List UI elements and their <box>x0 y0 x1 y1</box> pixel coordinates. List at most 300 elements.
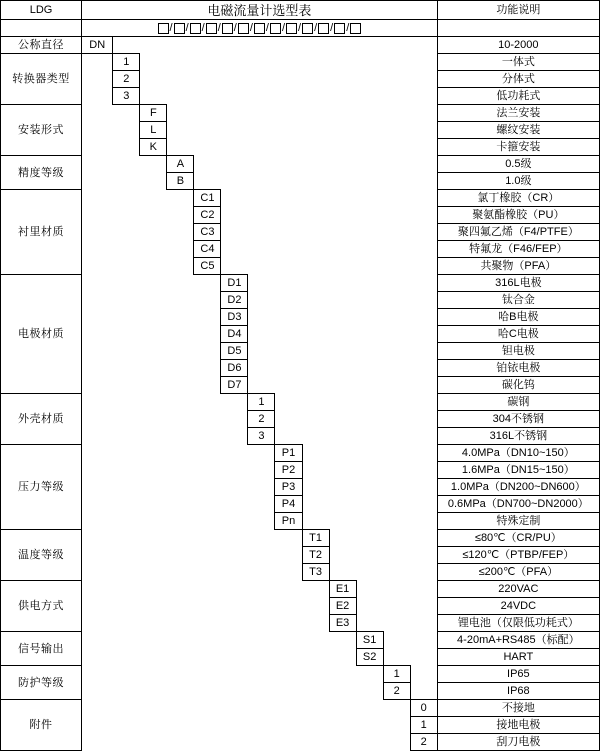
empty-cell <box>275 241 302 258</box>
empty-cell <box>113 241 140 258</box>
option-code[interactable]: 1 <box>410 717 437 734</box>
empty-cell <box>356 71 383 88</box>
empty-cell <box>248 241 275 258</box>
empty-cell <box>329 445 356 462</box>
option-code[interactable]: E3 <box>329 615 356 632</box>
empty-cell <box>140 258 167 275</box>
empty-cell <box>140 547 167 564</box>
empty-cell <box>383 37 410 54</box>
empty-cell <box>275 292 302 309</box>
empty-cell <box>410 360 437 377</box>
empty-cell <box>113 700 140 717</box>
category-label: 精度等级 <box>1 156 82 190</box>
code-box[interactable] <box>238 23 249 34</box>
empty-cell <box>194 547 221 564</box>
empty-cell <box>194 445 221 462</box>
option-description: 一体式 <box>437 54 599 71</box>
empty-cell <box>302 275 329 292</box>
table-row <box>1 700 600 717</box>
option-description: 接地电极 <box>437 717 599 734</box>
empty-cell <box>329 734 356 751</box>
empty-cell <box>329 139 356 156</box>
empty-cell <box>383 88 410 105</box>
empty-cell <box>275 683 302 700</box>
option-code[interactable]: 2 <box>113 71 140 88</box>
empty-cell <box>167 581 194 598</box>
option-description: 聚四氟乙烯（F4/PTFE） <box>437 224 599 241</box>
empty-cell <box>410 173 437 190</box>
option-code[interactable]: E1 <box>329 581 356 598</box>
empty-cell <box>248 564 275 581</box>
option-code[interactable]: 0 <box>410 700 437 717</box>
empty-cell <box>302 683 329 700</box>
option-code[interactable]: C3 <box>194 224 221 241</box>
empty-cell <box>383 615 410 632</box>
empty-cell <box>329 343 356 360</box>
empty-cell <box>410 71 437 88</box>
empty-cell <box>275 666 302 683</box>
option-code[interactable]: B <box>167 173 194 190</box>
option-code[interactable]: 1 <box>248 394 275 411</box>
empty-cell <box>221 173 248 190</box>
table-row <box>1 360 600 377</box>
option-code[interactable]: C5 <box>194 258 221 275</box>
empty-cell <box>329 700 356 717</box>
empty-cell <box>167 343 194 360</box>
category-label: 压力等级 <box>1 445 82 530</box>
empty-cell <box>275 275 302 292</box>
slash-separator: / <box>265 22 269 35</box>
code-box[interactable] <box>318 23 329 34</box>
empty-cell <box>383 71 410 88</box>
empty-cell <box>383 275 410 292</box>
empty-cell <box>302 649 329 666</box>
empty-cell <box>275 547 302 564</box>
empty-cell <box>140 224 167 241</box>
empty-cell <box>410 241 437 258</box>
table-row <box>1 445 600 462</box>
empty-cell <box>167 530 194 547</box>
empty-cell <box>167 71 194 88</box>
empty-cell <box>140 54 167 71</box>
option-code[interactable]: L <box>140 122 167 139</box>
code-box[interactable] <box>334 23 345 34</box>
empty-cell <box>113 326 140 343</box>
empty-cell <box>113 173 140 190</box>
empty-cell <box>383 462 410 479</box>
empty-cell <box>356 462 383 479</box>
empty-cell <box>356 122 383 139</box>
option-code[interactable]: C4 <box>194 241 221 258</box>
empty-cell <box>329 258 356 275</box>
option-code[interactable]: C2 <box>194 207 221 224</box>
option-code[interactable]: D3 <box>221 309 248 326</box>
empty-cell <box>194 496 221 513</box>
table-row <box>1 309 600 326</box>
empty-cell <box>221 139 248 156</box>
empty-cell <box>275 122 302 139</box>
empty-cell <box>113 394 140 411</box>
empty-cell <box>194 309 221 326</box>
empty-cell <box>248 207 275 224</box>
code-box[interactable] <box>254 23 265 34</box>
empty-cell <box>221 547 248 564</box>
option-code[interactable]: E2 <box>329 598 356 615</box>
empty-cell <box>275 734 302 751</box>
empty-cell <box>113 139 140 156</box>
empty-cell <box>302 190 329 207</box>
empty-cell <box>167 139 194 156</box>
option-description: 碳化钨 <box>437 377 599 394</box>
empty-cell <box>302 37 329 54</box>
empty-cell <box>194 598 221 615</box>
empty-cell <box>167 394 194 411</box>
category-label: 安装形式 <box>1 105 82 156</box>
empty-cell <box>302 479 329 496</box>
option-description: 聚氨酯橡胶（PU） <box>437 207 599 224</box>
empty-cell <box>410 122 437 139</box>
empty-cell <box>329 462 356 479</box>
empty-cell <box>113 190 140 207</box>
empty-cell <box>167 275 194 292</box>
empty-cell <box>140 615 167 632</box>
empty-cell <box>194 530 221 547</box>
code-box[interactable] <box>286 23 297 34</box>
empty-cell <box>194 683 221 700</box>
empty-cell <box>140 700 167 717</box>
empty-cell <box>113 581 140 598</box>
empty-cell <box>194 71 221 88</box>
empty-cell <box>194 479 221 496</box>
empty-cell <box>248 258 275 275</box>
empty-cell <box>410 139 437 156</box>
empty-cell <box>194 360 221 377</box>
code-box[interactable] <box>158 23 169 34</box>
empty-cell <box>248 275 275 292</box>
option-code[interactable]: D2 <box>221 292 248 309</box>
empty-cell <box>113 598 140 615</box>
empty-cell <box>140 360 167 377</box>
empty-cell <box>356 275 383 292</box>
empty-cell <box>248 530 275 547</box>
empty-cell <box>167 700 194 717</box>
empty-cell <box>275 207 302 224</box>
placeholder-spacer <box>1 20 82 37</box>
empty-cell <box>329 411 356 428</box>
empty-cell <box>248 547 275 564</box>
empty-cell <box>113 632 140 649</box>
empty-cell <box>194 173 221 190</box>
empty-cell <box>221 37 248 54</box>
empty-cell <box>194 275 221 292</box>
option-description: 哈B电极 <box>437 309 599 326</box>
option-code[interactable]: DN <box>82 37 113 54</box>
empty-cell <box>329 649 356 666</box>
empty-cell <box>383 156 410 173</box>
empty-cell <box>194 326 221 343</box>
option-code[interactable]: D5 <box>221 343 248 360</box>
empty-cell <box>356 258 383 275</box>
empty-cell <box>383 122 410 139</box>
empty-cell <box>221 71 248 88</box>
empty-cell <box>410 428 437 445</box>
option-code[interactable]: 2 <box>248 411 275 428</box>
option-description: 锂电池（仅限低功耗式） <box>437 615 599 632</box>
table-row <box>1 139 600 156</box>
empty-cell <box>302 445 329 462</box>
empty-cell <box>194 700 221 717</box>
empty-cell <box>194 462 221 479</box>
empty-cell <box>410 105 437 122</box>
empty-cell <box>221 700 248 717</box>
option-code[interactable]: A <box>167 156 194 173</box>
empty-cell <box>329 156 356 173</box>
empty-cell <box>410 343 437 360</box>
empty-cell <box>356 666 383 683</box>
empty-cell <box>113 496 140 513</box>
empty-cell <box>113 122 140 139</box>
empty-cell <box>356 564 383 581</box>
category-label: 外壳材质 <box>1 394 82 445</box>
empty-cell <box>356 394 383 411</box>
empty-cell <box>275 343 302 360</box>
empty-cell <box>302 71 329 88</box>
empty-cell <box>383 411 410 428</box>
code-box[interactable] <box>174 23 185 34</box>
empty-cell <box>410 479 437 496</box>
empty-cell <box>356 445 383 462</box>
empty-cell <box>248 309 275 326</box>
empty-cell <box>302 377 329 394</box>
empty-cell <box>410 224 437 241</box>
empty-cell <box>383 207 410 224</box>
code-box[interactable] <box>206 23 217 34</box>
empty-cell <box>275 309 302 326</box>
option-code[interactable]: C1 <box>194 190 221 207</box>
option-description: 刮刀电极 <box>437 734 599 751</box>
empty-cell <box>248 496 275 513</box>
option-description: 0.6MPa（DN700~DN2000） <box>437 496 599 513</box>
empty-cell <box>410 462 437 479</box>
option-description: 316L不锈钢 <box>437 428 599 445</box>
empty-cell <box>275 37 302 54</box>
empty-cell <box>82 428 113 445</box>
option-code[interactable]: P3 <box>275 479 302 496</box>
empty-cell <box>302 428 329 445</box>
table-row <box>1 683 600 700</box>
empty-cell <box>383 428 410 445</box>
category-label: 电极材质 <box>1 275 82 394</box>
table-row <box>1 632 600 649</box>
empty-cell <box>221 717 248 734</box>
empty-cell <box>302 700 329 717</box>
option-code[interactable]: D7 <box>221 377 248 394</box>
empty-cell <box>82 734 113 751</box>
empty-cell <box>410 207 437 224</box>
empty-cell <box>248 54 275 71</box>
empty-cell <box>356 496 383 513</box>
empty-cell <box>329 54 356 71</box>
empty-cell <box>356 139 383 156</box>
empty-cell <box>383 564 410 581</box>
empty-cell <box>140 632 167 649</box>
empty-cell <box>167 241 194 258</box>
option-code[interactable]: Pn <box>275 513 302 530</box>
option-code[interactable]: P4 <box>275 496 302 513</box>
empty-cell <box>194 428 221 445</box>
option-code[interactable]: 1 <box>113 54 140 71</box>
option-code[interactable]: 2 <box>410 734 437 751</box>
empty-cell <box>356 88 383 105</box>
table-title <box>82 1 438 20</box>
option-code[interactable]: P2 <box>275 462 302 479</box>
empty-cell <box>167 411 194 428</box>
table-row <box>1 37 600 54</box>
option-code[interactable]: S1 <box>356 632 383 649</box>
option-code[interactable]: D6 <box>221 360 248 377</box>
empty-cell <box>194 54 221 71</box>
empty-cell <box>194 156 221 173</box>
empty-cell <box>248 700 275 717</box>
empty-cell <box>302 122 329 139</box>
empty-cell <box>275 258 302 275</box>
code-placeholder-row <box>1 20 600 37</box>
option-description: 钽电极 <box>437 343 599 360</box>
empty-cell <box>329 275 356 292</box>
option-code[interactable]: 2 <box>383 683 410 700</box>
table-row <box>1 377 600 394</box>
empty-cell <box>302 343 329 360</box>
code-box[interactable] <box>270 23 281 34</box>
empty-cell <box>82 530 113 547</box>
option-description: 分体式 <box>437 71 599 88</box>
empty-cell <box>248 88 275 105</box>
function-title: 功能说明 <box>437 1 599 20</box>
option-code[interactable]: S2 <box>356 649 383 666</box>
empty-cell <box>383 734 410 751</box>
option-code[interactable]: 1 <box>383 666 410 683</box>
code-box[interactable] <box>222 23 233 34</box>
empty-cell <box>275 394 302 411</box>
table-row <box>1 343 600 360</box>
empty-cell <box>113 649 140 666</box>
option-code[interactable]: K <box>140 139 167 156</box>
empty-cell <box>167 649 194 666</box>
empty-cell <box>140 343 167 360</box>
empty-cell <box>140 411 167 428</box>
empty-cell <box>248 462 275 479</box>
empty-cell <box>140 717 167 734</box>
empty-cell <box>221 54 248 71</box>
code-box[interactable] <box>302 23 313 34</box>
empty-cell <box>275 700 302 717</box>
category-label: 附件 <box>1 700 82 751</box>
empty-cell <box>410 615 437 632</box>
empty-cell <box>329 377 356 394</box>
option-code[interactable]: D1 <box>221 275 248 292</box>
option-code[interactable]: 3 <box>248 428 275 445</box>
empty-cell <box>140 241 167 258</box>
empty-cell <box>302 258 329 275</box>
option-description: 铂铱电极 <box>437 360 599 377</box>
table-row <box>1 428 600 445</box>
slash-separator: / <box>233 22 237 35</box>
code-box[interactable] <box>190 23 201 34</box>
option-description: 1.0MPa（DN200~DN600） <box>437 479 599 496</box>
empty-cell <box>356 54 383 71</box>
empty-cell <box>194 632 221 649</box>
empty-cell <box>383 649 410 666</box>
empty-cell <box>383 445 410 462</box>
empty-cell <box>383 309 410 326</box>
option-code[interactable]: F <box>140 105 167 122</box>
empty-cell <box>113 428 140 445</box>
option-code[interactable]: T2 <box>302 547 329 564</box>
empty-cell <box>356 530 383 547</box>
empty-cell <box>167 496 194 513</box>
empty-cell <box>140 309 167 326</box>
empty-cell <box>302 309 329 326</box>
empty-cell <box>82 326 113 343</box>
empty-cell <box>221 241 248 258</box>
empty-cell <box>275 173 302 190</box>
table-row <box>1 394 600 411</box>
empty-cell <box>410 411 437 428</box>
empty-cell <box>302 598 329 615</box>
empty-cell <box>275 530 302 547</box>
empty-cell <box>194 666 221 683</box>
code-box[interactable] <box>350 23 361 34</box>
option-code[interactable]: 3 <box>113 88 140 105</box>
empty-cell <box>356 292 383 309</box>
empty-cell <box>221 564 248 581</box>
empty-cell <box>82 666 113 683</box>
empty-cell <box>329 513 356 530</box>
table-row <box>1 717 600 734</box>
empty-cell <box>356 207 383 224</box>
empty-cell <box>356 326 383 343</box>
empty-cell <box>275 88 302 105</box>
empty-cell <box>302 88 329 105</box>
empty-cell <box>82 581 113 598</box>
empty-cell <box>329 683 356 700</box>
option-code[interactable]: T1 <box>302 530 329 547</box>
option-code[interactable]: D4 <box>221 326 248 343</box>
empty-cell <box>113 275 140 292</box>
empty-cell <box>329 496 356 513</box>
empty-cell <box>113 564 140 581</box>
empty-cell <box>140 71 167 88</box>
empty-cell <box>167 717 194 734</box>
empty-cell <box>248 479 275 496</box>
empty-cell <box>140 445 167 462</box>
empty-cell <box>113 734 140 751</box>
table-row <box>1 241 600 258</box>
empty-cell <box>82 598 113 615</box>
empty-cell <box>410 394 437 411</box>
empty-cell <box>329 224 356 241</box>
empty-cell <box>410 292 437 309</box>
empty-cell <box>302 156 329 173</box>
category-label: 公称直径 <box>1 37 82 54</box>
option-code[interactable]: P1 <box>275 445 302 462</box>
empty-cell <box>167 105 194 122</box>
option-code[interactable]: T3 <box>302 564 329 581</box>
empty-cell <box>167 666 194 683</box>
empty-cell <box>356 513 383 530</box>
empty-cell <box>194 394 221 411</box>
slash-separator: / <box>281 22 286 35</box>
